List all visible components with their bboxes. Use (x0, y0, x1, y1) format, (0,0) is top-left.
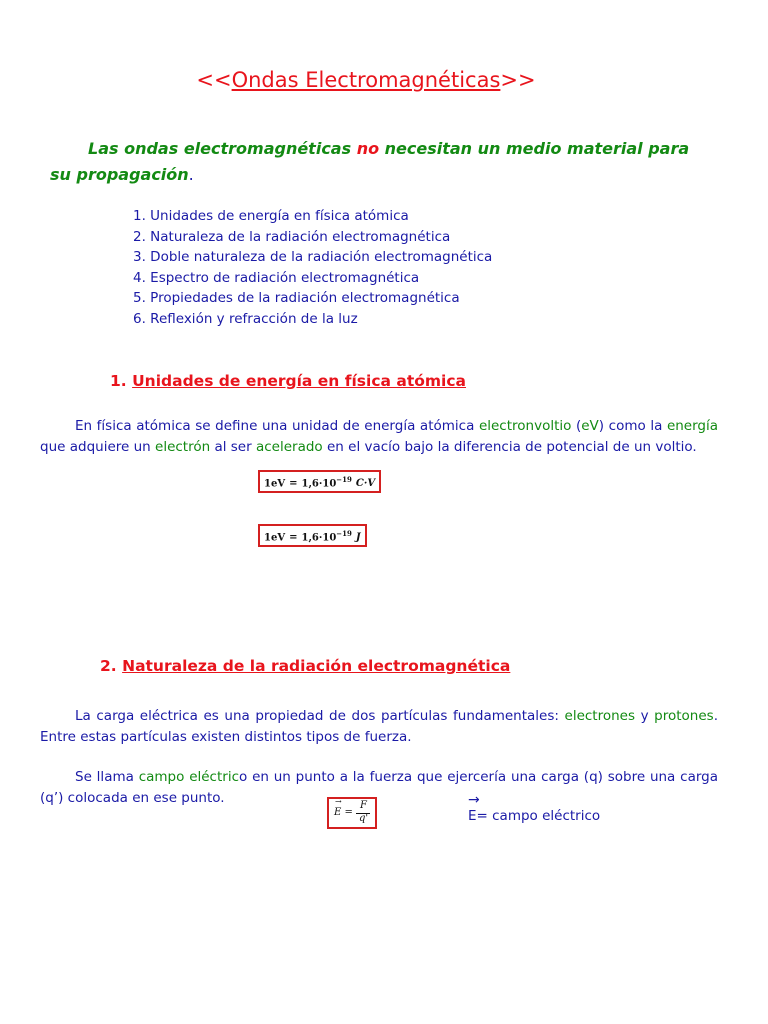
toc-item: 6. Reflexión y refracción de la luz (133, 310, 358, 327)
page-title (0, 68, 732, 92)
s1-text: ) como la (598, 418, 667, 434)
s1-text: al ser (210, 438, 256, 455)
title-text: Ondas Electromagnéticas (231, 68, 501, 92)
section2-paragraph1 (40, 706, 718, 747)
toc-item: 1. Unidades de energía en física atómica (133, 208, 409, 224)
s2-text: o en un punto a la fuerza que ejercería una carga (q) sobre una carga (q’) colocada en ese punto. (40, 769, 718, 806)
formula1-lhs: 1eV (264, 478, 286, 490)
title-suffix: >> (500, 68, 536, 92)
section2-number: 2. (100, 657, 117, 675)
section1-paragraph (40, 416, 718, 457)
legend-arrow: → (468, 792, 480, 808)
section2-title: Naturaleza de la radiación electromagnética (122, 657, 511, 675)
s1-term-acelerado: acelerado (255, 438, 323, 455)
table-of-contents (133, 206, 492, 329)
s2-term-protones: protones (654, 708, 714, 724)
toc-item: 4. Espectro de radiación electromagnética (133, 269, 420, 286)
fraction-lhs: E = (334, 807, 353, 818)
formula1-exp: −19 (336, 475, 352, 484)
s1-text: en el vacío bajo la diferencia de potencial de un voltio. (322, 438, 697, 455)
formula-electric-field (327, 797, 377, 829)
s2-text: La carga eléctrica es una propiedad de dos partículas fundamentales: (75, 708, 565, 724)
formula1-coef: 1,6·10 (301, 478, 337, 490)
formula2-units: J (355, 532, 361, 544)
vector-arrow: → (335, 797, 342, 806)
s1-term-ev: eV (581, 418, 599, 434)
toc-item: 5. Propiedades de la radiación electromagnética (133, 290, 460, 306)
s1-text: ( (571, 418, 582, 434)
s1-text: En física atómica se define una unidad de energía atómica (75, 418, 479, 434)
formula-ev-cv (258, 470, 381, 493)
intro-part2: necesitan un medio material para su propagación (50, 139, 690, 184)
intro-part1: Las ondas electromagnéticas (88, 139, 357, 158)
section2-paragraph2 (40, 767, 718, 808)
intro-emph: no (356, 139, 380, 158)
formula2-lhs: 1eV (264, 532, 286, 544)
formula2-exp: −19 (336, 529, 352, 538)
formula1-eq: = (289, 478, 298, 490)
s2-term-campo-electrico: campo eléctric (138, 769, 239, 785)
s1-term-energia: energía (666, 418, 719, 434)
intro-end: . (188, 165, 194, 184)
fraction-numerator: F (360, 800, 367, 811)
section1-heading (110, 372, 466, 390)
s2-term-electrones: electrones (564, 708, 636, 724)
s2-text: y (635, 708, 655, 724)
legend-text: E= campo eléctrico (468, 808, 601, 824)
title-prefix: << (196, 68, 232, 92)
toc-item: 3. Doble naturaleza de la radiación electromagnética (133, 249, 493, 265)
s1-text: que adquiere un (40, 438, 156, 455)
s1-term-electronvoltio: electronvoltio (478, 418, 572, 434)
formula2-eq: = (289, 532, 298, 544)
fraction-denominator: q' (359, 813, 369, 824)
section1-title: Unidades de energía en física atómica (132, 372, 466, 390)
s2-text: . Entre estas partículas existen distintos tipos de fuerza. (40, 708, 718, 745)
s1-term-electron: electrón (155, 438, 211, 455)
intro-paragraph (50, 136, 710, 188)
formula2-coef: 1,6·10 (301, 532, 337, 544)
toc-item: 2. Naturaleza de la radiación electromagnética (133, 228, 451, 245)
formula-ev-j (258, 524, 367, 547)
formula1-units: C·V (355, 478, 376, 490)
s2-text: Se llama (75, 769, 139, 785)
section2-heading (100, 657, 510, 675)
section1-number: 1. (110, 372, 127, 390)
